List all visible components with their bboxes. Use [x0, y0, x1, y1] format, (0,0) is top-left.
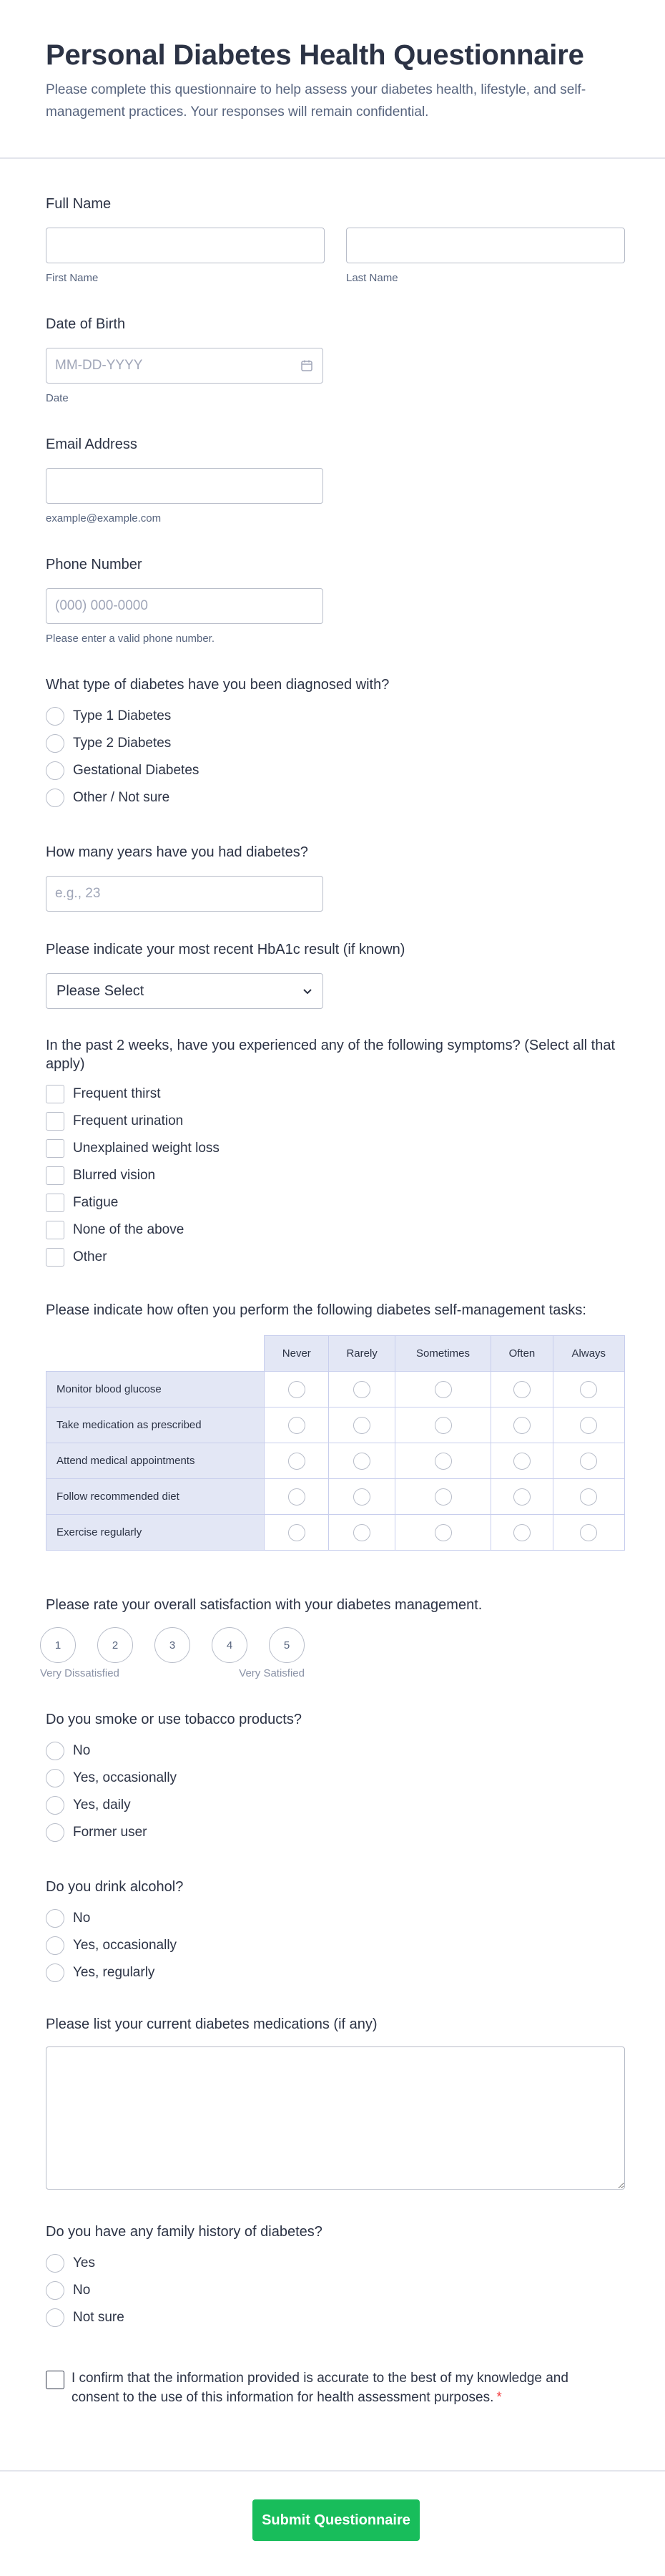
checkbox-option[interactable] [46, 1108, 625, 1135]
radio-option[interactable] [46, 2250, 322, 2277]
radio-button[interactable] [46, 1823, 64, 1842]
option-label: Frequent urination [73, 1113, 184, 1128]
last-name-sublabel: Last Name [346, 272, 398, 284]
consent-checkbox-row[interactable] [46, 2368, 611, 2407]
matrix-radio[interactable] [353, 1417, 370, 1434]
option-label: No [73, 1743, 91, 1758]
dob-label: Date of Birth [46, 316, 126, 332]
hba1c-select[interactable] [46, 973, 323, 1009]
tasks-label: Please indicate how often you perform the following diabetes self-management tasks: [46, 1302, 586, 1318]
rating-option[interactable]: 3 [154, 1627, 190, 1663]
consent-checkbox[interactable] [46, 2371, 64, 2389]
phone-label: Phone Number [46, 557, 142, 572]
last-name-input[interactable] [346, 228, 625, 263]
matrix-radio[interactable] [288, 1488, 305, 1506]
matrix-row-label: Monitor blood glucose [46, 1372, 265, 1407]
option-label: Other [73, 1249, 107, 1264]
matrix-radio[interactable] [435, 1381, 452, 1398]
matrix-radio[interactable] [580, 1453, 597, 1470]
option-label: No [73, 2283, 91, 2298]
tobacco-label: Do you smoke or use tobacco products? [46, 1712, 302, 1727]
radio-button[interactable] [46, 1909, 64, 1928]
option-label: Former user [73, 1825, 147, 1840]
footer-divider [0, 2470, 665, 2472]
matrix-radio[interactable] [513, 1488, 531, 1506]
alcohol-field [46, 1878, 183, 1986]
satisfaction-field [40, 1596, 482, 1679]
phone-sublabel: Please enter a valid phone number. [46, 633, 215, 645]
radio-option[interactable] [46, 1905, 183, 1932]
diabetes-type-field [46, 675, 389, 811]
checkbox-option[interactable] [46, 1135, 625, 1162]
years-field [46, 843, 323, 912]
symptoms-field [46, 1036, 625, 1271]
matrix-row-label: Follow recommended diet [46, 1479, 265, 1515]
radio-option[interactable] [46, 2304, 322, 2331]
radio-button[interactable] [46, 734, 64, 753]
satisfaction-label: Please rate your overall satisfaction with your diabetes management. [46, 1597, 483, 1613]
medications-textarea[interactable] [46, 2046, 625, 2190]
email-input[interactable] [46, 468, 323, 504]
radio-option[interactable] [46, 1959, 183, 1986]
full-name-label: Full Name [46, 196, 112, 212]
email-label: Email Address [46, 436, 137, 452]
symptoms-label: In the past 2 weeks, have you experienced any of the following symptoms? (Select all that apply) [46, 1038, 615, 1072]
consent-text: I confirm that the information provided is accurate to the best of my knowledge and consent to the use of this information for health assessment purposes. [72, 2371, 568, 2405]
table-row [46, 1407, 625, 1443]
rating-low-label: Very Dissatisfied [40, 1667, 119, 1679]
tasks-matrix [46, 1335, 625, 1551]
first-name-input[interactable] [46, 228, 325, 263]
chevron-down-icon [302, 983, 312, 1000]
option-label: Unexplained weight loss [73, 1141, 220, 1156]
dob-sublabel: Date [46, 392, 69, 404]
matrix-radio[interactable] [353, 1524, 370, 1541]
radio-option[interactable] [46, 1932, 183, 1959]
family-history-label: Do you have any family history of diabetes? [46, 2224, 322, 2240]
matrix-radio[interactable] [513, 1381, 531, 1398]
matrix-radio[interactable] [580, 1488, 597, 1506]
option-label: Other / Not sure [73, 790, 170, 805]
matrix-radio[interactable] [580, 1381, 597, 1398]
matrix-radio[interactable] [513, 1453, 531, 1470]
radio-button[interactable] [46, 2254, 64, 2273]
matrix-radio[interactable] [353, 1488, 370, 1506]
option-label: None of the above [73, 1222, 184, 1237]
checkbox[interactable] [46, 1139, 64, 1158]
table-row [46, 1443, 625, 1479]
email-field [46, 435, 323, 525]
matrix-row-label: Exercise regularly [46, 1515, 265, 1551]
radio-option[interactable] [46, 2277, 322, 2304]
matrix-radio[interactable] [580, 1524, 597, 1541]
page-title: Personal Diabetes Health Questionnaire [46, 39, 584, 71]
checkbox[interactable] [46, 1085, 64, 1103]
submit-button[interactable]: Submit Questionnaire [252, 2499, 420, 2541]
radio-button[interactable] [46, 761, 64, 780]
table-row [46, 1479, 625, 1515]
checkbox[interactable] [46, 1221, 64, 1239]
required-mark: * [496, 2390, 502, 2405]
checkbox-option[interactable] [46, 1189, 625, 1216]
tasks-field [46, 1301, 625, 1551]
dob-field [46, 315, 323, 404]
form-header [0, 0, 665, 159]
matrix-radio[interactable] [288, 1381, 305, 1398]
option-label: No [73, 1911, 91, 1926]
dob-input[interactable] [46, 348, 323, 384]
years-input[interactable] [46, 876, 323, 912]
medications-label: Please list your current diabetes medications (if any) [46, 2016, 378, 2032]
radio-button[interactable] [46, 1796, 64, 1815]
page-description: Please complete this questionnaire to help assess your diabetes health, lifestyle, and self-management practices. Your responses will remain confidential. [46, 82, 586, 119]
matrix-radio[interactable] [513, 1524, 531, 1541]
radio-button[interactable] [46, 789, 64, 807]
checkbox-option[interactable] [46, 1162, 625, 1189]
hba1c-field [46, 940, 405, 1009]
option-label: Yes, occasionally [73, 1770, 177, 1785]
option-label: Fatigue [73, 1195, 119, 1210]
phone-field [46, 555, 323, 645]
rating-scale [40, 1627, 482, 1663]
consent-field [46, 2368, 611, 2407]
option-label: Frequent thirst [73, 1086, 161, 1101]
first-name-sublabel: First Name [46, 272, 99, 284]
option-label: Yes [73, 2255, 95, 2270]
radio-button[interactable] [46, 1936, 64, 1955]
matrix-radio[interactable] [353, 1381, 370, 1398]
full-name-field [46, 195, 625, 284]
radio-option[interactable] [46, 730, 389, 757]
family-history-field [46, 2223, 322, 2331]
option-label: Type 2 Diabetes [73, 736, 172, 751]
email-sublabel: example@example.com [46, 512, 162, 525]
matrix-radio[interactable] [435, 1488, 452, 1506]
checkbox-option[interactable] [46, 1216, 625, 1244]
alcohol-label: Do you drink alcohol? [46, 1879, 184, 1895]
radio-option[interactable] [46, 703, 389, 730]
matrix-radio[interactable] [435, 1453, 452, 1470]
matrix-radio[interactable] [435, 1524, 452, 1541]
checkbox[interactable] [46, 1194, 64, 1212]
matrix-column-header: Often [491, 1336, 553, 1372]
matrix-radio[interactable] [288, 1453, 305, 1470]
option-label: Yes, regularly [73, 1965, 155, 1980]
radio-button[interactable] [46, 1769, 64, 1787]
matrix-column-header: Rarely [329, 1336, 395, 1372]
radio-option[interactable] [46, 1765, 302, 1792]
matrix-radio[interactable] [353, 1453, 370, 1470]
checkbox[interactable] [46, 1248, 64, 1267]
matrix-radio[interactable] [513, 1417, 531, 1434]
rating-option[interactable]: 1 [40, 1627, 76, 1663]
option-label: Blurred vision [73, 1168, 156, 1183]
matrix-column-header: Never [265, 1336, 329, 1372]
phone-input[interactable] [46, 588, 323, 624]
checkbox-option[interactable] [46, 1080, 625, 1108]
years-label: How many years have you had diabetes? [46, 844, 308, 860]
checkbox[interactable] [46, 1166, 64, 1185]
hba1c-selected-value: Please Select [56, 982, 144, 999]
checkbox[interactable] [46, 1112, 64, 1131]
radio-button[interactable] [46, 2281, 64, 2300]
matrix-radio[interactable] [435, 1417, 452, 1434]
table-row [46, 1515, 625, 1551]
radio-button[interactable] [46, 1742, 64, 1760]
hba1c-label: Please indicate your most recent HbA1c result (if known) [46, 942, 405, 957]
option-label: Yes, daily [73, 1797, 131, 1813]
radio-option[interactable] [46, 757, 389, 784]
radio-button[interactable] [46, 2308, 64, 2327]
checkbox-option[interactable] [46, 1244, 625, 1271]
table-row [46, 1372, 625, 1407]
matrix-row-label: Attend medical appointments [46, 1443, 265, 1479]
radio-option[interactable] [46, 784, 389, 811]
matrix-radio[interactable] [288, 1524, 305, 1541]
option-label: Gestational Diabetes [73, 763, 200, 778]
radio-option[interactable] [46, 1792, 302, 1819]
rating-option[interactable]: 2 [97, 1627, 133, 1663]
option-label: Yes, occasionally [73, 1938, 177, 1953]
matrix-radio[interactable] [580, 1417, 597, 1434]
matrix-row-label: Take medication as prescribed [46, 1407, 265, 1443]
radio-button[interactable] [46, 707, 64, 726]
tobacco-field [46, 1710, 302, 1846]
matrix-column-header: Sometimes [395, 1336, 491, 1372]
medications-field [46, 2015, 625, 2190]
rating-option[interactable]: 5 [269, 1627, 305, 1663]
radio-option[interactable] [46, 1737, 302, 1765]
radio-button[interactable] [46, 1963, 64, 1982]
option-label: Type 1 Diabetes [73, 708, 172, 723]
matrix-radio[interactable] [288, 1417, 305, 1434]
radio-option[interactable] [46, 1819, 302, 1846]
rating-option[interactable]: 4 [212, 1627, 247, 1663]
calendar-icon[interactable] [300, 359, 313, 376]
diabetes-type-label: What type of diabetes have you been diagnosed with? [46, 677, 390, 693]
rating-high-label: Very Satisfied [239, 1667, 305, 1679]
option-label: Not sure [73, 2310, 124, 2325]
matrix-column-header: Always [553, 1336, 624, 1372]
